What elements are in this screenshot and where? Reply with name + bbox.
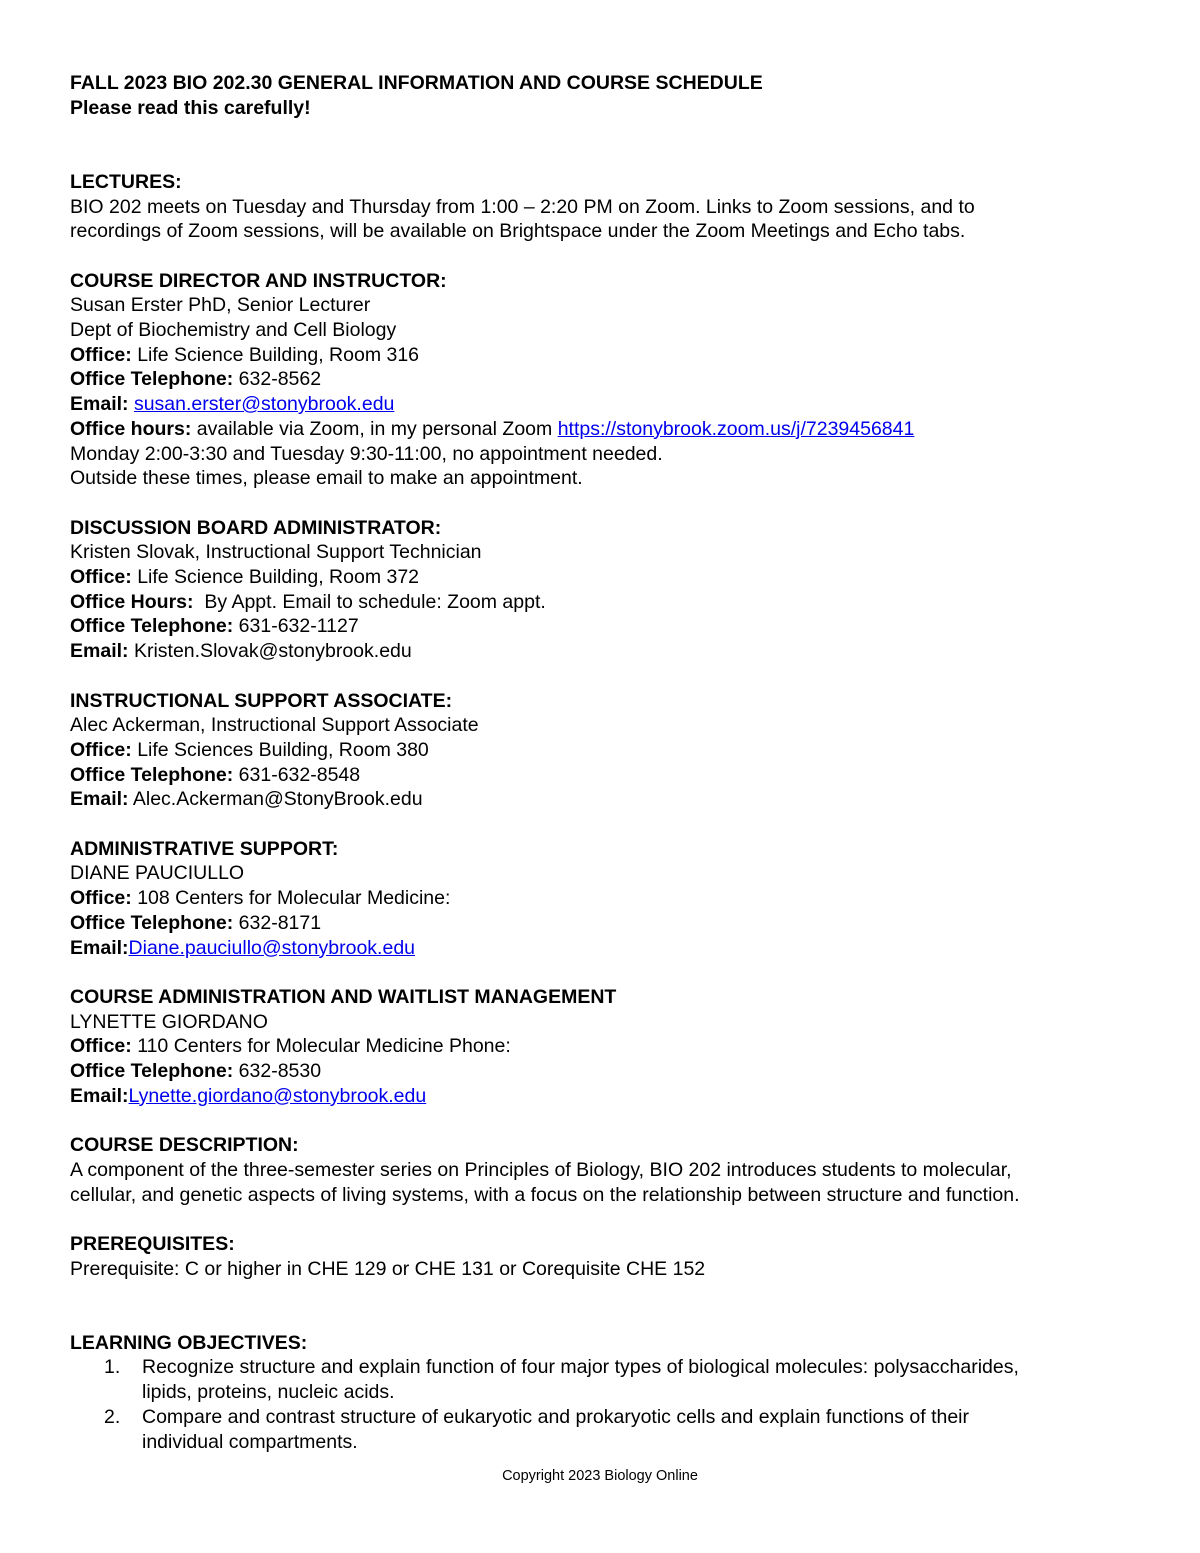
- learning-objectives-heading: LEARNING OBJECTIVES:: [70, 1331, 308, 1354]
- course-description-section: [70, 1133, 1150, 1207]
- discussion-admin-name: Kristen Slovak, Instructional Support Technician: [70, 541, 482, 564]
- admin-email-link[interactable]: Diane.pauciullo@stonybrook.edu: [128, 936, 416, 959]
- list-item: [70, 1405, 1150, 1454]
- document-subtitle: Please read this carefully!: [70, 96, 311, 119]
- isa-phone: 631-632-8548: [238, 763, 361, 786]
- prerequisites-section: [70, 1232, 1150, 1281]
- admin-email-label: Email:: [70, 936, 129, 959]
- list-item-number: 2.: [104, 1405, 121, 1428]
- discussion-hours: By Appt. Email to schedule: Zoom appt.: [204, 590, 546, 613]
- learning-objectives-section: [70, 1331, 1150, 1455]
- admin-support-section: [70, 837, 1150, 961]
- isa-phone-label: Office Telephone:: [70, 763, 234, 786]
- isa-name: Alec Ackerman, Instructional Support Associate: [70, 714, 479, 737]
- director-hours-label: Office hours:: [70, 417, 192, 440]
- isa-section: [70, 689, 1150, 813]
- director-email-label: Email:: [70, 393, 129, 416]
- director-zoom-link[interactable]: https://stonybrook.zoom.us/j/7239456841: [557, 417, 915, 440]
- prerequisites-heading: PREREQUISITES:: [70, 1232, 235, 1255]
- course-description-heading: COURSE DESCRIPTION:: [70, 1134, 299, 1157]
- director-email-link[interactable]: susan.erster@stonybrook.edu: [133, 393, 395, 416]
- waitlist-email-label: Email:: [70, 1084, 129, 1107]
- copyright-footer: Copyright 2023 Biology Online: [502, 1468, 698, 1484]
- discussion-phone: 631-632-1127: [238, 615, 359, 638]
- admin-phone-label: Office Telephone:: [70, 911, 234, 934]
- lectures-text-line-1: BIO 202 meets on Tuesday and Thursday from 1:00 – 2:20 PM on Zoom. Links to Zoom sessions, and to: [70, 195, 975, 218]
- isa-office: Life Sciences Building, Room 380: [137, 738, 429, 761]
- isa-email: Alec.Ackerman@StonyBrook.edu: [132, 788, 423, 811]
- discussion-hours-label: Office Hours:: [70, 590, 194, 613]
- waitlist-section: [70, 985, 1150, 1109]
- waitlist-name: LYNETTE GIORDANO: [70, 1010, 268, 1033]
- document-page: [70, 71, 1150, 1454]
- discussion-phone-label: Office Telephone:: [70, 615, 234, 638]
- waitlist-phone: 632-8530: [238, 1060, 322, 1083]
- admin-name: DIANE PAUCIULLO: [70, 862, 245, 885]
- admin-office: 108 Centers for Molecular Medicine:: [137, 887, 451, 910]
- learning-objectives-list: [70, 1355, 1150, 1454]
- admin-office-label: Office:: [70, 887, 132, 910]
- course-director-heading: COURSE DIRECTOR AND INSTRUCTOR:: [70, 269, 447, 292]
- director-office: Life Science Building, Room 316: [137, 343, 420, 366]
- waitlist-phone-label: Office Telephone:: [70, 1060, 234, 1083]
- list-item-number: 1.: [104, 1356, 121, 1379]
- isa-heading: INSTRUCTIONAL SUPPORT ASSOCIATE:: [70, 689, 453, 712]
- director-hours-text: available via Zoom, in my personal Zoom: [196, 417, 553, 440]
- list-item-line-1: Recognize structure and explain function of four major types of biological molecules: polysaccharides,: [142, 1356, 1019, 1379]
- document-title: FALL 2023 BIO 202.30 GENERAL INFORMATION AND COURSE SCHEDULE: [70, 72, 763, 94]
- lectures-section: [70, 170, 1150, 244]
- waitlist-office-label: Office:: [70, 1035, 132, 1058]
- list-item: [70, 1355, 1150, 1404]
- waitlist-heading: COURSE ADMINISTRATION AND WAITLIST MANAGEMENT: [70, 985, 617, 1008]
- discussion-office-label: Office:: [70, 566, 132, 589]
- admin-phone: 632-8171: [238, 911, 322, 934]
- director-phone-label: Office Telephone:: [70, 368, 234, 391]
- admin-support-heading: ADMINISTRATIVE SUPPORT:: [70, 837, 339, 860]
- course-director-section: [70, 269, 1150, 491]
- course-description-line-2: cellular, and genetic aspects of living systems, with a focus on the relationship between structure and function.: [70, 1183, 1020, 1206]
- waitlist-office: 110 Centers for Molecular Medicine Phone:: [137, 1035, 511, 1058]
- list-item-line-1: Compare and contrast structure of eukaryotic and prokaryotic cells and explain functions of their: [142, 1405, 970, 1428]
- lectures-text-line-2: recordings of Zoom sessions, will be available on Brightspace under the Zoom Meetings and Echo tabs.: [70, 220, 966, 243]
- discussion-email: Kristen.Slovak@stonybrook.edu: [133, 640, 412, 663]
- director-phone: 632-8562: [238, 368, 322, 391]
- discussion-admin-section: [70, 516, 1150, 664]
- director-name: Susan Erster PhD, Senior Lecturer: [70, 294, 371, 317]
- discussion-email-label: Email:: [70, 640, 129, 663]
- director-hours-note: Outside these times, please email to make an appointment.: [70, 467, 583, 490]
- course-description-line-1: A component of the three-semester series on Principles of Biology, BIO 202 introduces students to molecular,: [70, 1158, 1012, 1181]
- discussion-admin-heading: DISCUSSION BOARD ADMINISTRATOR:: [70, 516, 442, 539]
- discussion-office: Life Science Building, Room 372: [137, 566, 420, 589]
- list-item-line-2: individual compartments.: [142, 1430, 358, 1453]
- director-office-label: Office:: [70, 343, 132, 366]
- isa-office-label: Office:: [70, 738, 132, 761]
- director-hours-times: Monday 2:00-3:30 and Tuesday 9:30-11:00, no appointment needed.: [70, 442, 663, 465]
- isa-email-label: Email:: [70, 788, 129, 811]
- director-dept: Dept of Biochemistry and Cell Biology: [70, 319, 397, 341]
- prerequisites-text: Prerequisite: C or higher in CHE 129 or CHE 131 or Corequisite CHE 152: [70, 1257, 706, 1280]
- lectures-heading: LECTURES:: [70, 170, 182, 193]
- list-item-line-2: lipids, proteins, nucleic acids.: [142, 1381, 395, 1404]
- waitlist-email-link[interactable]: Lynette.giordano@stonybrook.edu: [128, 1084, 427, 1107]
